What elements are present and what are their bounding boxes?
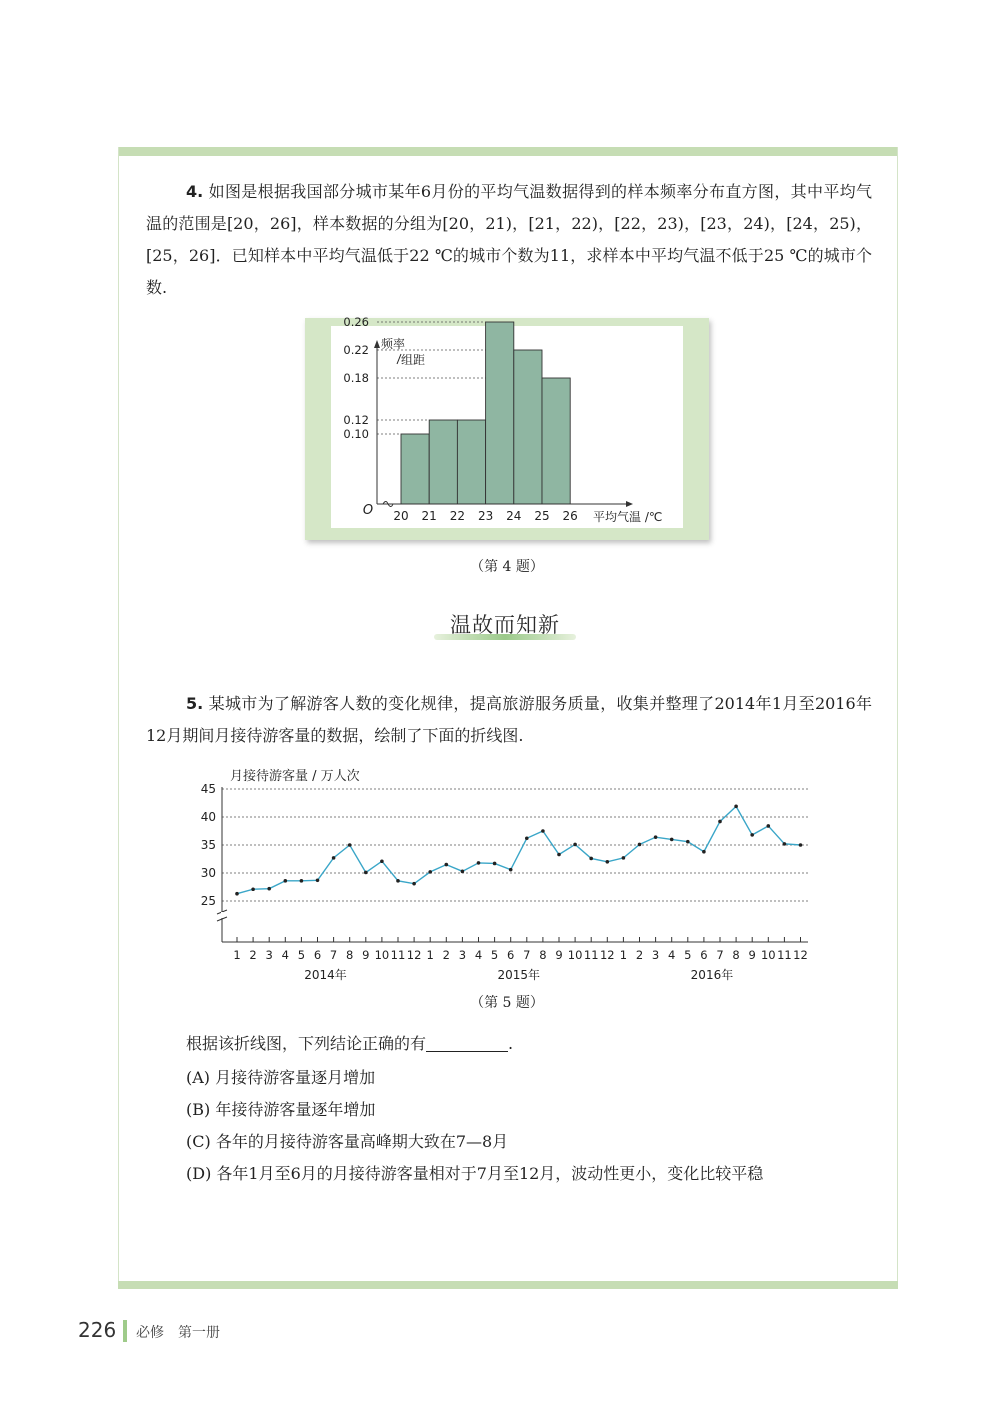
line-point [622,856,626,860]
line-y-tick-label: 30 [200,866,216,880]
line-point [702,850,706,854]
line-point [734,805,738,809]
line-point [332,856,336,860]
line-x-tick-label: 8 [732,948,740,962]
line-point [380,859,384,863]
line-x-tick-label: 2 [442,948,450,962]
hist-x-tick-label: 21 [421,509,437,523]
line-point [348,843,352,847]
line-y-tick-label: 40 [200,810,216,824]
line-x-tick-label: 2 [635,948,644,962]
question-5-prompt-text: 根据该折线图，下列结论正确的有 [186,1034,427,1053]
hist-y-tick-label: 0.18 [343,371,369,385]
line-point [654,835,658,839]
line-x-tick-label: 3 [458,948,467,962]
line-x-tick-label: 6 [700,948,708,962]
line-x-tick-label: 3 [265,948,273,962]
bottom-border-bar [118,1281,898,1289]
line-y-tick-label: 45 [200,782,216,796]
line-point [589,857,593,861]
hist-x-tick-label: 20 [393,509,409,523]
line-x-tick-label: 4 [474,948,483,962]
hist-x-tick-label: 23 [477,509,494,523]
question-5-number: 5. [186,694,204,713]
hist-x-tick-label: 24 [506,509,522,523]
hist-origin-label: O [362,503,374,518]
page-number: 226 [78,1318,117,1342]
line-year-label: 2014年 [304,968,347,982]
line-x-tick-label: 8 [539,948,547,962]
line-x-tick-label: 1 [426,948,434,962]
question-5-text [146,688,872,752]
line-x-tick-label: 11 [583,948,599,962]
hist-x-tick-label: 22 [449,509,466,523]
line-x-tick-label: 12 [599,948,615,962]
page-number-divider [123,1320,127,1342]
line-x-tick-label: 7 [716,948,724,962]
line-point [235,892,239,896]
line-x-tick-label: 10 [760,948,776,962]
line-point [493,862,497,866]
option-d: (D) 各年1月至6月的月接待游客量相对于7月至12月，波动性更小，变化比较平稳 [186,1164,764,1183]
option-c: (C) 各年的月接待游客量高峰期大致在7—8月 [186,1132,509,1151]
line-x-tick-label: 5 [684,948,692,962]
line-point [525,836,529,840]
question-4-caption: （第 4 题） [470,559,544,575]
line-x-tick-label: 4 [668,948,676,962]
line-point [750,833,754,837]
line-point [396,879,400,883]
line-point [316,878,320,882]
line-x-tick-label: 11 [777,948,792,962]
question-5-caption: （第 5 题） [470,995,544,1011]
hist-y-tick-label: 0.10 [343,427,369,441]
line-axis-break-gap [221,912,223,918]
line-x-tick-label: 7 [329,948,338,962]
line-point [284,879,288,883]
line-year-label: 2015年 [497,968,541,982]
line-point [638,843,642,847]
option-b: (B) 年接待游客量逐年增加 [186,1100,376,1119]
question-5-body: 某城市为了解游客人数的变化规律，提高旅游服务质量，收集并整理了2014年1月至2016年12月期间月接待游客量的数据，绘制了下面的折线图. [146,694,872,745]
line-x-tick-label: 4 [281,948,289,962]
line-point [573,843,577,847]
line-x-tick-label: 6 [313,948,322,962]
line-x-tick-label: 6 [507,948,515,962]
line-chart [190,766,820,982]
line-x-tick-label: 1 [619,948,628,962]
line-x-tick-label: 3 [651,948,660,962]
line-point [799,843,803,847]
line-x-tick-label: 9 [362,948,370,962]
hist-y-axis-label-top: 频率 [381,337,406,351]
line-x-tick-label: 8 [346,948,354,962]
line-y-axis-label: 月接待游客量 / 万人次 [230,769,360,784]
section-heading [430,603,580,643]
line-point [428,870,432,874]
line-year-label: 2016年 [690,968,734,982]
hist-bar [401,434,429,504]
hist-x-tick-label: 26 [562,509,578,523]
hist-x-tick-label: 25 [534,509,550,523]
line-point [461,870,465,874]
hist-x-axis-label: 平均气温 /℃ [593,510,663,524]
question-4-text [146,176,872,304]
line-point [509,868,513,872]
hist-y-tick-label: 0.12 [343,413,369,427]
line-x-tick-label: 12 [406,948,422,962]
histogram-chart [331,315,683,528]
hist-bar [429,420,457,504]
histogram-figure [305,315,709,540]
line-x-tick-label: 11 [390,948,406,962]
line-point [670,838,674,842]
line-x-tick-label: 10 [567,948,583,962]
option-a: (A) 月接待游客量逐月增加 [186,1068,376,1087]
line-point [767,824,771,828]
hist-bar [514,350,542,504]
line-x-tick-label: 7 [523,948,531,962]
line-point [477,861,481,865]
hist-y-axis-label-bottom: 组距 [401,353,426,367]
line-series [237,806,801,893]
line-x-tick-label: 5 [297,948,306,962]
line-x-tick-label: 5 [490,948,499,962]
answer-blank[interactable] [426,1033,508,1052]
line-x-tick-label: 1 [233,948,241,962]
book-title: 必修 第一册 [136,1325,220,1341]
hist-bar [542,378,570,504]
line-x-tick-label: 9 [748,948,756,962]
hist-bar [457,420,485,504]
line-x-tick-label: 9 [555,948,563,962]
question-5-prompt [146,1028,872,1060]
line-y-tick-label: 35 [200,838,216,852]
question-4-body: 如图是根据我国部分城市某年6月份的平均气温数据得到的样本频率分布直方图，其中平均气温的范围是[20，26]，样本数据的分组为[20，21)，[21，22)，[22，23)，[23，24)，[24，25)，[25，26]．已知样本中平均气温低于22 ℃的城市个数为11，求样本中平均气温不低于25 ℃的城市个数. [146,182,872,297]
line-point [718,820,722,824]
line-x-tick-label: 2 [249,948,257,962]
line-y-tick-label: 25 [200,894,216,908]
line-point [557,853,561,857]
question-4-number: 4. [186,182,204,201]
line-point [364,871,368,875]
line-point [541,829,545,833]
question-5-prompt-end: . [508,1034,514,1053]
line-x-tick-label: 12 [793,948,808,962]
hist-y-tick-label: 0.22 [343,343,369,357]
line-point [445,863,449,867]
line-point [300,879,304,883]
hist-bar [486,322,514,504]
line-point [686,840,690,844]
line-x-tick-label: 10 [374,948,390,962]
section-heading-text: 温故而知新 [450,613,560,637]
line-point [606,860,610,864]
line-point [251,887,255,891]
line-point [412,882,416,886]
line-point [783,842,787,846]
hist-y-tick-label: 0.26 [343,315,369,329]
line-point [267,887,271,891]
